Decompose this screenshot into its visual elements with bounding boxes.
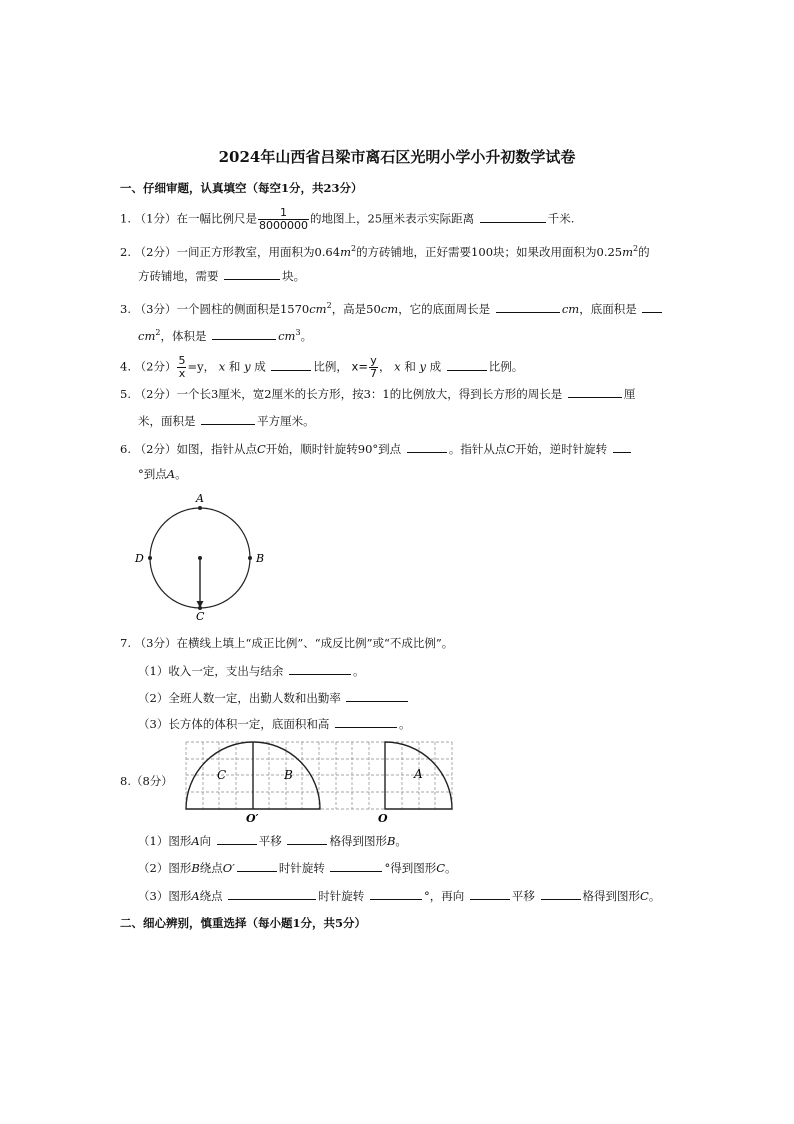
- q4-var-y-2: y: [419, 359, 426, 374]
- q7-s1-blank[interactable]: [289, 663, 351, 675]
- q4-answer-blank-2[interactable]: [447, 359, 487, 371]
- q5-text-d: 平方厘米。: [257, 414, 315, 428]
- q8-label-a: A: [414, 767, 423, 781]
- q5-text-c: 米，面积是: [138, 414, 196, 428]
- q8-s3-g: 。: [648, 889, 661, 903]
- q1-frac-num: 1: [258, 207, 309, 220]
- q8-s2-a: （2）图形: [138, 861, 192, 875]
- q3-cube: 3: [295, 328, 301, 337]
- q3-text-d: ，底面积是: [579, 301, 637, 316]
- q8-s3-a: （3）图形: [138, 889, 192, 903]
- q4-var-x: x: [218, 359, 226, 374]
- q6-dot-a: [198, 506, 202, 510]
- q4-fraction-1: [177, 355, 186, 380]
- q8-s1-shape-b: B: [386, 834, 396, 848]
- q8-label-o: O: [378, 812, 388, 824]
- q3-unit-cm-4: cm: [138, 328, 156, 343]
- q6-point-blank[interactable]: [407, 441, 447, 453]
- q4-prefix: （2分）: [134, 359, 177, 374]
- q8-s3-b: 绕点: [199, 889, 223, 903]
- q4-frac2-num: y: [370, 354, 377, 367]
- q6-text-e: °到点: [138, 467, 167, 481]
- q8-s3-d: °，再向: [423, 889, 465, 903]
- question-7-stem: [120, 635, 453, 651]
- q6-point-c-2: C: [506, 442, 516, 456]
- section-2-heading: 二、细心辨别，慎重选择（每小题1分，共5分）: [120, 916, 367, 930]
- q8-label-b: B: [284, 768, 293, 782]
- q3-text-a: （3分）一个圆柱的侧面积是1570: [134, 301, 310, 316]
- q8-s1-a: （1）图形: [138, 834, 192, 848]
- q2-unit-m-2: m: [622, 244, 634, 259]
- q8-label-c: C: [217, 768, 227, 782]
- q8-s3-e: 平移: [511, 889, 535, 903]
- q2-sq: 2: [350, 244, 357, 253]
- q4-ratio: 比例，: [313, 359, 348, 374]
- q1-text-a: （1分）在一幅比例尺是: [134, 211, 257, 226]
- q6-point-c: C: [256, 442, 266, 456]
- q1-text-b: 的地图上，25厘米表示实际距离: [309, 211, 475, 226]
- q6-label-d: D: [135, 552, 144, 565]
- q6-label-c: C: [196, 610, 205, 620]
- q3-text-e: ，体积是: [160, 328, 207, 343]
- q5-text-a: （2分）一个长3厘米，宽2厘米的长方形，按3：1的比例放大，得到长方形的周长是: [134, 387, 563, 401]
- q2-number: 2.: [120, 244, 131, 259]
- question-6-line-2: [138, 466, 187, 482]
- q8-s3-f: 格得到图形: [582, 889, 641, 903]
- q8-s1-steps-blank[interactable]: [287, 833, 327, 845]
- question-7-sub-3: [138, 716, 410, 732]
- q8-s3-steps-blank[interactable]: [541, 888, 581, 900]
- q6-pointer-head: [197, 601, 204, 608]
- question-8-sub-3: [138, 888, 660, 904]
- q8-s2-shape-b: B: [191, 861, 200, 875]
- q7-s1-text: （1）收入一定，支出与结余: [138, 664, 284, 678]
- q4-eq2: x=: [351, 359, 368, 374]
- q8-s1-e: 。: [395, 834, 407, 848]
- q7-number: 7.: [120, 636, 131, 650]
- q6-angle-blank[interactable]: [613, 441, 631, 453]
- q3-text-c: ，它的底面周长是: [398, 301, 491, 316]
- question-8-sub-1: [138, 833, 407, 849]
- question-7-sub-2: [138, 690, 410, 706]
- question-1: [120, 207, 574, 232]
- q1-answer-blank[interactable]: [480, 211, 546, 223]
- q2-text-e: 块。: [282, 269, 306, 283]
- q4-cheng-2: 成: [429, 359, 442, 374]
- q3-circumference-blank[interactable]: [496, 301, 560, 313]
- q8-s2-angle-blank[interactable]: [330, 860, 382, 872]
- q7-s3-blank[interactable]: [335, 716, 397, 728]
- q1-scale-fraction: [258, 207, 309, 232]
- q8-s3-shape-a: A: [191, 889, 200, 903]
- q2-text-b: 的方砖铺地，正好需要100块；如果改用面积为0.25: [356, 244, 623, 259]
- q6-text-c: 。指针从点: [448, 442, 507, 456]
- q7-s3-end: 。: [398, 717, 411, 731]
- q4-number: 4.: [120, 359, 131, 374]
- q4-eq1: =y，: [187, 359, 216, 374]
- q3-unit-cm-3: cm: [561, 301, 580, 316]
- q1-unit: 千米.: [547, 211, 575, 226]
- question-3-line-2: [138, 325, 312, 344]
- q5-perimeter-blank[interactable]: [568, 386, 622, 398]
- q6-text-a: （2分）如图，指针从点: [134, 442, 257, 456]
- q8-s1-c: 平移: [258, 834, 282, 848]
- question-5-line-2: [138, 413, 315, 429]
- q3-unit-cm-5: cm: [278, 328, 296, 343]
- q8-grid-figure: [184, 738, 456, 824]
- q6-dot-b: [248, 556, 252, 560]
- q6-label-a: A: [196, 492, 204, 505]
- q5-area-blank[interactable]: [201, 413, 255, 425]
- q8-s1-b: 向: [199, 834, 212, 848]
- q4-answer-blank-1[interactable]: [271, 359, 311, 371]
- q7-text: （3分）在横线上填上“成正比例”、“成反比例”或“不成比例”。: [134, 636, 454, 650]
- q8-s3-shape-c: C: [640, 889, 649, 903]
- q6-point-a: A: [166, 467, 176, 481]
- q1-number: 1.: [120, 211, 131, 226]
- q3-unit-cm: cm: [309, 301, 327, 316]
- q6-number: 6.: [120, 442, 131, 456]
- q5-text-b: 厘: [623, 387, 636, 401]
- question-3-line-1: [120, 298, 664, 317]
- q6-label-b: B: [256, 552, 265, 565]
- q8-s2-direction-blank[interactable]: [237, 860, 277, 872]
- q7-s1-end: 。: [352, 664, 365, 678]
- q4-he-2: 和: [404, 359, 416, 374]
- q8-s1-d: 格得到图形: [329, 834, 387, 848]
- q6-text-f: 。: [175, 467, 187, 481]
- q3-text-f: 。: [300, 328, 313, 343]
- q8-s1-shape-a: A: [191, 834, 200, 848]
- q8-s2-b: 绕点: [199, 861, 223, 875]
- q4-cheng: 成: [254, 359, 266, 374]
- q4-comma: ，: [379, 359, 391, 374]
- q4-fraction-2: [369, 355, 378, 380]
- q1-frac-den: 8000000: [258, 219, 308, 232]
- q4-var-x-2: x: [394, 359, 401, 374]
- q3-number: 3.: [120, 301, 131, 316]
- q3-base-area-blank[interactable]: [642, 301, 662, 313]
- q2-answer-blank[interactable]: [224, 268, 280, 280]
- q8-s3-point-blank[interactable]: [228, 888, 316, 900]
- question-2-line-2: [138, 268, 305, 284]
- q8-s2-point-o: O′: [222, 861, 235, 875]
- question-6-line-1: [120, 441, 633, 457]
- q8-s3-angle-blank[interactable]: [370, 888, 422, 900]
- question-2-line-1: [120, 241, 650, 260]
- q4-end: 比例。: [488, 359, 524, 374]
- question-8-sub-2: [138, 860, 457, 876]
- q2-text-a: （2分）一间正方形教室，用面积为0.64: [134, 244, 341, 259]
- q4-var-y: y: [244, 359, 251, 374]
- q8-s3-direction-blank[interactable]: [470, 888, 510, 900]
- q8-s2-d: °得到图形: [384, 861, 437, 875]
- q6-text-b: 开始，顺时针旋转90°到点: [265, 442, 402, 456]
- q4-frac1-den: x: [178, 367, 186, 380]
- q7-s3-text: （3）长方体的体积一定，底面积和高: [138, 717, 330, 731]
- q8-s2-e: 。: [445, 861, 457, 875]
- q8-s1-direction-blank[interactable]: [217, 833, 257, 845]
- q8-s3-c: 时针旋转: [318, 889, 365, 903]
- q8-s2-shape-c: C: [436, 861, 446, 875]
- q2-text-c: 的: [638, 244, 650, 259]
- q3-unit-cm-2: cm: [380, 301, 399, 316]
- q6-clock-circle-figure: [130, 488, 270, 620]
- q2-sq-2: 2: [633, 244, 639, 253]
- question-5-line-1: [120, 386, 635, 402]
- question-8-label: 8.（8分）: [120, 774, 173, 788]
- q8-label-o-prime: O′: [246, 812, 259, 824]
- page-title: 2024年山西省吕梁市离石区光明小学小升初数学试卷: [218, 148, 576, 166]
- q6-dot-d: [148, 556, 152, 560]
- q4-frac1-num: 5: [178, 354, 186, 367]
- question-7-sub-1: [138, 663, 364, 679]
- q7-s2-text: （2）全班人数一定，出勤人数和出勤率: [138, 691, 341, 705]
- section-1-heading: 一、仔细审题，认真填空（每空1分，共23分）: [120, 181, 363, 195]
- q3-volume-blank[interactable]: [212, 328, 276, 340]
- q5-number: 5.: [120, 387, 131, 401]
- q8-s2-c: 时针旋转: [278, 861, 325, 875]
- q7-s2-blank[interactable]: [346, 690, 408, 702]
- q3-sq-2: 2: [155, 328, 161, 337]
- q2-unit-m: m: [340, 244, 351, 259]
- q3-text-b: ，高是50: [331, 301, 381, 316]
- question-4: [120, 355, 523, 380]
- q4-frac2-den: 7: [370, 367, 377, 380]
- q4-he: 和: [228, 359, 241, 374]
- q2-text-d: 方砖铺地，需要: [138, 269, 219, 283]
- q3-sq: 2: [326, 301, 332, 310]
- q6-text-d: 开始，逆时针旋转: [515, 442, 608, 456]
